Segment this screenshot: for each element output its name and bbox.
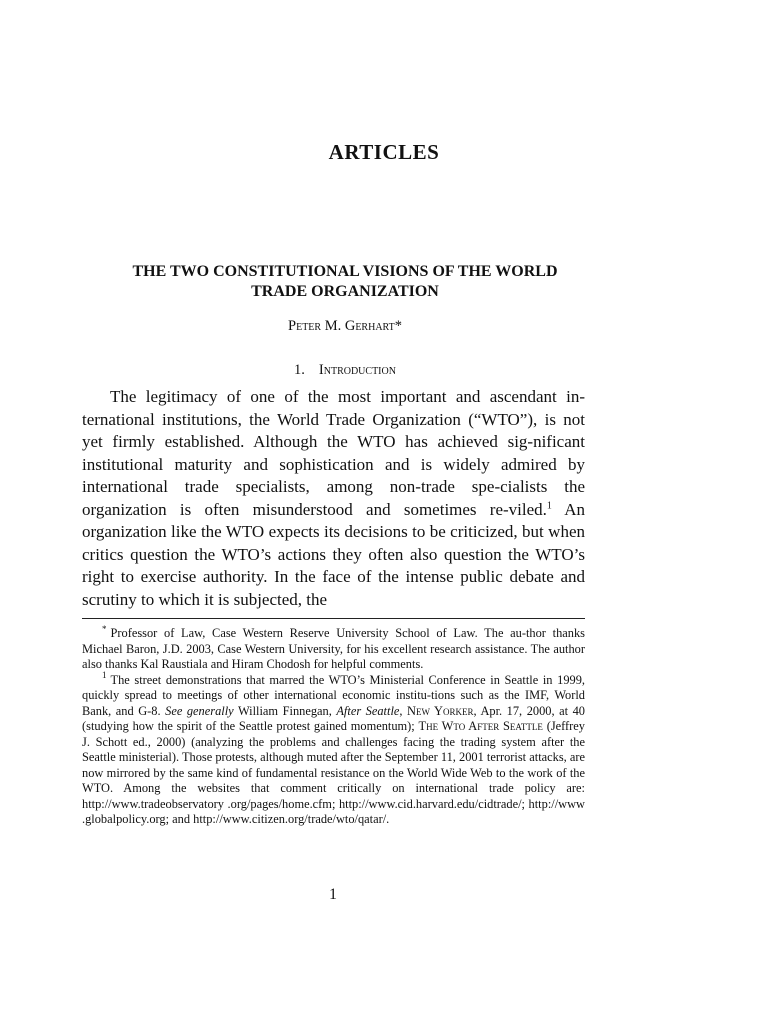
article-title <box>80 262 610 302</box>
page-number: 1 <box>329 886 337 903</box>
section-heading: ARTICLES <box>328 140 440 164</box>
footnote-star-text: Professor of Law, Case Western Reserve University School of Law. The au-thor thanks Michael Baron, J.D. 2003, Case Western University, for his excellent research assistance. The author also thanks Kal Raustiala and Hiram Chodosh for helpful comments. <box>82 626 585 671</box>
footnote-1-text: , <box>399 703 408 718</box>
body-text-part-1: The legitimacy of one of the most important and ascendant in-ternational institutions, the World Trade Organization (“WTO”), is not yet firmly established. Although the WTO has achieved sig-nificant institutional maturity and sophistication and is widely admired by international trade specialists, among non-trade spe-cialists the organization is often misunderstood and sometimes re-viled. <box>82 387 585 519</box>
footnote-1-periodical: New Yorker <box>407 703 474 718</box>
footnote-star-mark: * <box>102 623 107 634</box>
footnotes <box>82 623 586 828</box>
footnote-1-article-title: After Seattle <box>336 703 400 718</box>
footnote-1 <box>82 670 586 828</box>
section-title <box>80 362 610 379</box>
article-title-line-1: THE TWO CONSTITUTIONAL VISIONS OF THE WORLD <box>132 263 558 280</box>
footnote-1-text: The street demonstrations that marred the WTO’s Ministerial Conference in Seattle in 1999, quickly spread to meetings of other international economic institu-tions such as the IMF, World Bank, and G-8. <box>82 672 585 718</box>
footnote-ref-1[interactable]: 1 <box>546 499 552 511</box>
footnote-divider <box>82 618 585 619</box>
section-name: Introduction <box>318 362 396 378</box>
footnote-1-book-title: The Wto After Seattle <box>418 719 543 733</box>
footnote-1-text: William Finnegan, <box>233 703 337 718</box>
body-text-part-2: An organization like the WTO expects its decisions to be criticized, but when critics question the WTO’s actions they often also question the WTO’s right to exercise authority. In the face of the intense public debate and scrutiny to which it is subjected, the <box>82 499 585 609</box>
footnote-1-signal: See generally <box>165 703 234 718</box>
body-text <box>82 386 585 611</box>
footnote-1-text: (Jeffrey J. Schott ed., 2000) (analyzing the problems and challenges facing the trading system after the Seattle ministerial). Those protests, although muted after the September 11, 2001 terrorist attacks, are now mirrored by the same kind of fundamental resistance on the World Wide Web to the work of the WTO. Among the websites that comment critically on international trade policy are: http://www.tradeobservatory .org/pages/home.cfm; http://www.cid.harvard.edu/cidtrade/; http://www .globalpolicy.org; and http://www.citizen.org/trade/wto/qatar/. <box>82 719 586 826</box>
article-title-line-2: TRADE ORGANIZATION <box>251 283 439 300</box>
section-number: 1. <box>294 362 305 378</box>
footnote-author <box>82 623 585 673</box>
author-name: Peter M. Gerhart* <box>288 318 402 334</box>
body-paragraph <box>82 386 585 611</box>
footnote-1-text: , Apr. 17, 2000, at 40 (studying how the spirit of the Seattle protest gained momentum); <box>82 703 585 733</box>
footnote-1-mark: 1 <box>102 670 107 681</box>
